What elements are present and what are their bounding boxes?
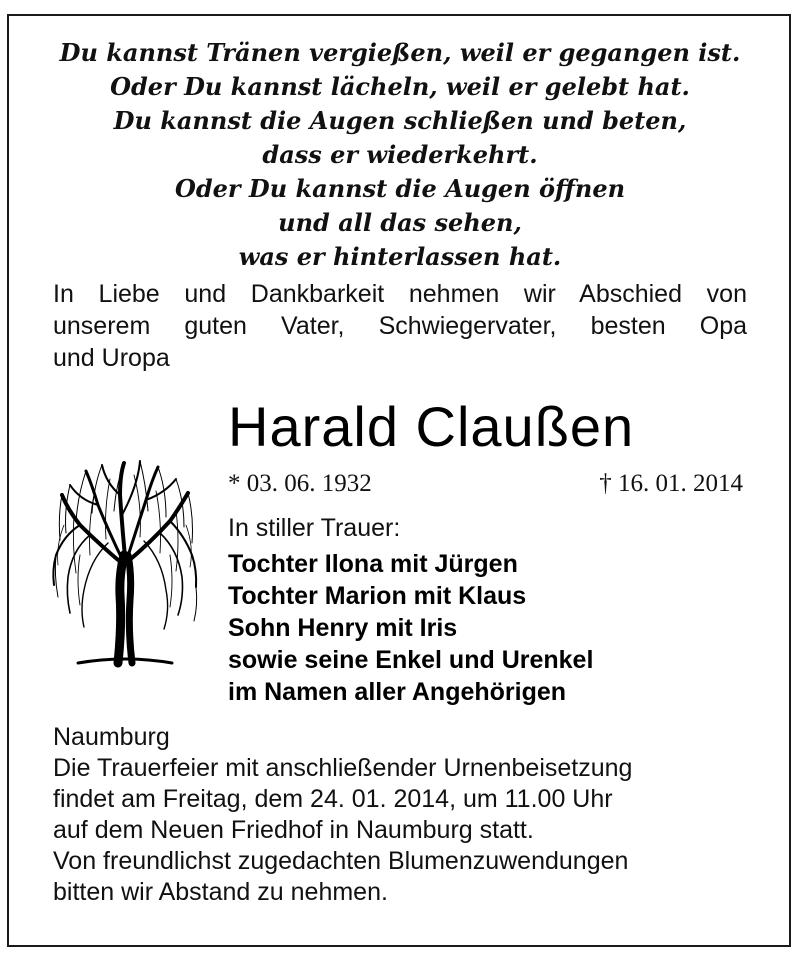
- farewell-intro: [53, 278, 747, 374]
- funeral-details: [53, 722, 753, 908]
- poem: [0, 36, 800, 274]
- place: Naumburg: [53, 723, 170, 751]
- details-line: bitten wir Abstand zu nehmen.: [53, 878, 388, 906]
- intro-line: unserem guten Vater, Schwiegervater, besten Opa: [53, 312, 747, 340]
- poem-line: Oder Du kannst die Augen öffnen: [174, 174, 626, 203]
- mourner-line: im Namen aller Angehörigen: [228, 678, 567, 706]
- tree-icon: [50, 455, 200, 670]
- details-line: findet am Freitag, dem 24. 01. 2014, um 11.00 Uhr: [53, 785, 613, 813]
- intro-line: und Uropa: [53, 344, 170, 372]
- poem-line: was er hinterlassen hat.: [238, 242, 562, 271]
- details-line: auf dem Neuen Friedhof in Naumburg statt.: [53, 816, 534, 844]
- poem-line: dass er wiederkehrt.: [262, 140, 538, 169]
- details-line: Die Trauerfeier mit anschließender Urnenbeisetzung: [53, 754, 633, 782]
- birth-date: * 03. 06. 1932: [228, 470, 372, 497]
- death-date: † 16. 01. 2014: [599, 470, 743, 497]
- poem-line: Oder Du kannst lächeln, weil er gelebt hat.: [110, 72, 690, 101]
- mourner-line: Tochter Marion mit Klaus: [228, 582, 527, 610]
- poem-line: Du kannst Tränen vergießen, weil er gegangen ist.: [59, 38, 741, 67]
- mourner-line: Sohn Henry mit Iris: [228, 614, 458, 642]
- mourners-list: [228, 548, 593, 708]
- mourner-line: Tochter Ilona mit Jürgen: [228, 550, 518, 578]
- poem-line: und all das sehen,: [278, 208, 522, 237]
- mourning-intro: In stiller Trauer:: [228, 514, 401, 542]
- intro-line: In Liebe und Dankbarkeit nehmen wir Abschied von: [53, 280, 747, 308]
- mourner-line: sowie seine Enkel und Urenkel: [228, 646, 594, 674]
- deceased-name: Harald Claußen: [228, 395, 635, 458]
- details-line: Von freundlichst zugedachten Blumenzuwendungen: [53, 847, 629, 875]
- poem-line: Du kannst die Augen schließen und beten,: [113, 106, 687, 135]
